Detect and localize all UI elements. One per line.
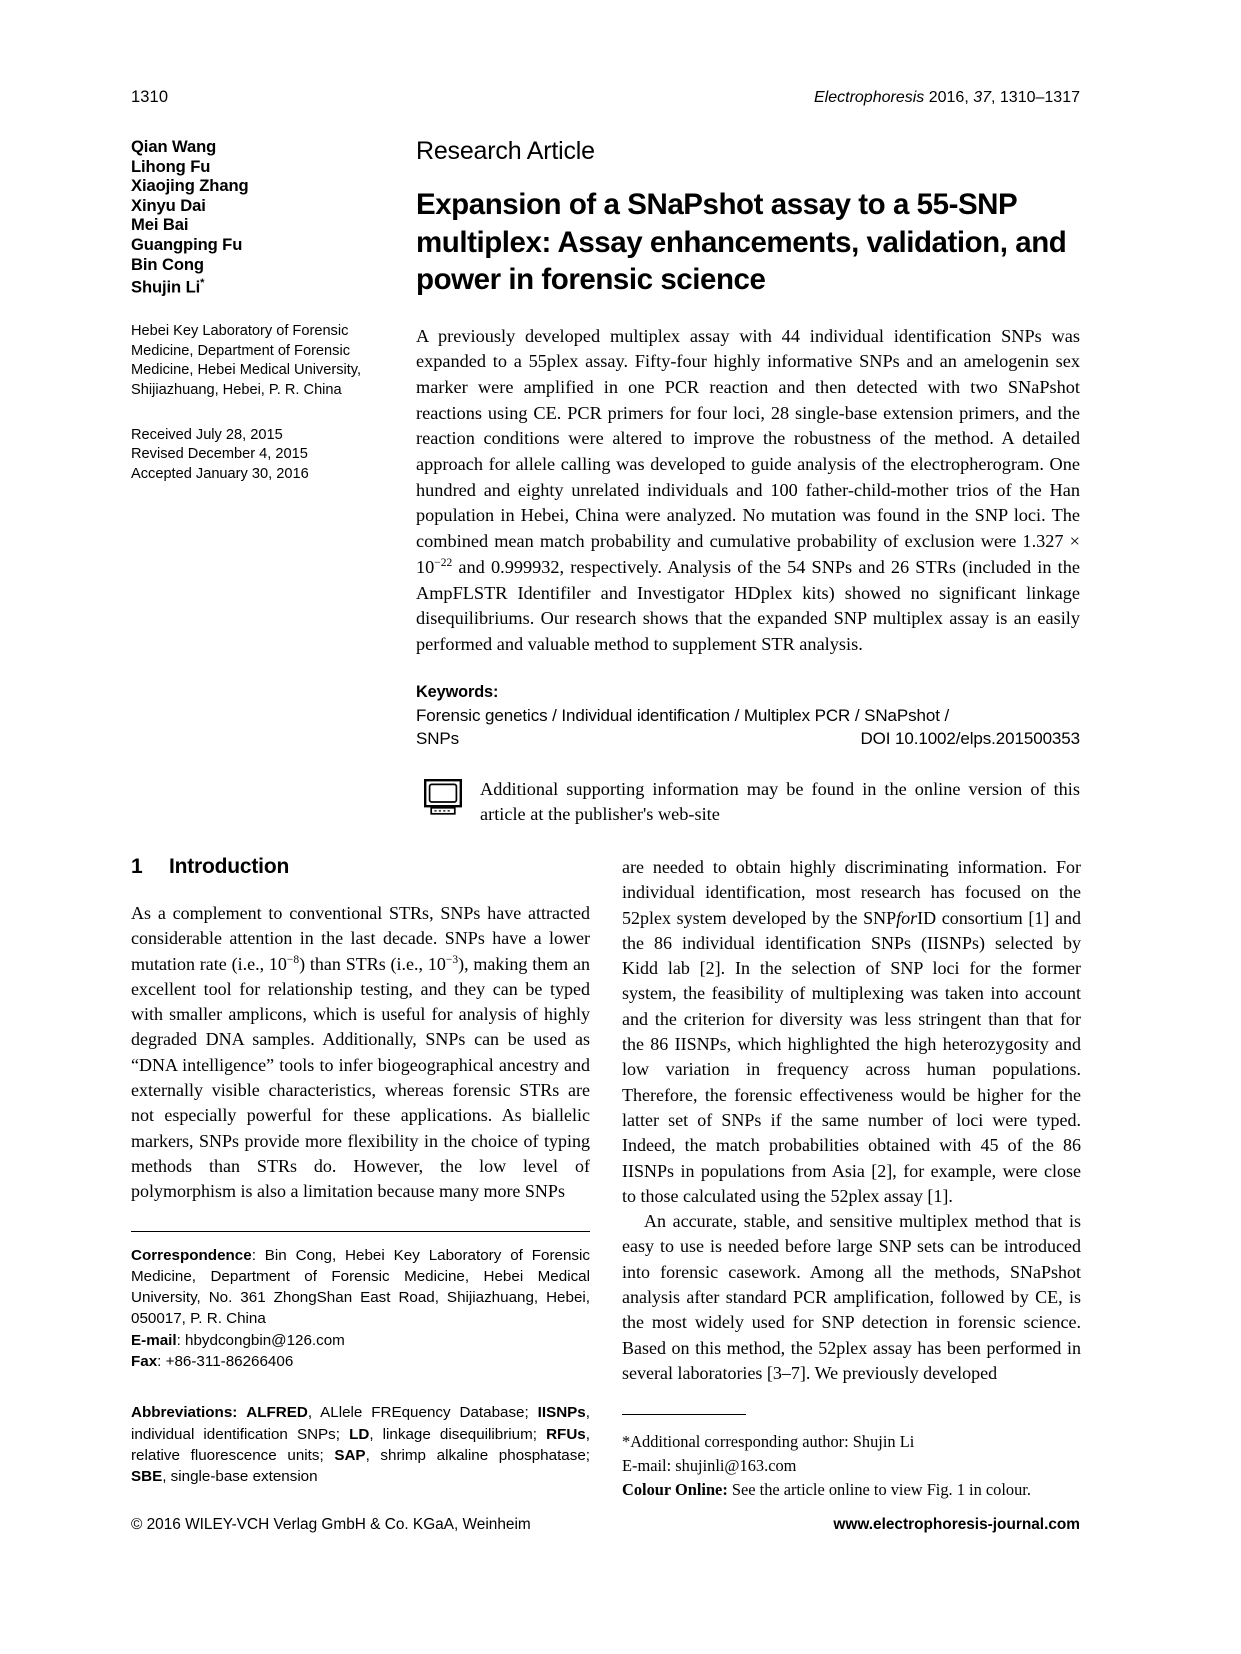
author-name: Xinyu Dai: [131, 195, 206, 215]
abbrev-term-iisnps: IISNPs: [537, 1404, 586, 1422]
abstract-exponent: −22: [434, 556, 453, 569]
article-head-column: [416, 137, 1080, 828]
author-name: Mei Bai: [131, 215, 189, 235]
revised-date: Revised December 4, 2015: [131, 446, 308, 463]
correspondence-email-row: [131, 1330, 590, 1351]
abstract-text-part2: and 0.999932, respectively. Analysis of the 54 SNPs and 26 STRs (included in the AmpFLSTR Identifiler and Investigator HDplex kits) showed no significant linkage disequilibriums. Our research shows that the expanded SNP multiplex assay is an easily performed and valuable method to supplement STR analysis.: [416, 556, 1080, 654]
paragraph-text-b: ID consortium [1] and the 86 individual identification SNPs (IISNPs) selected by Kidd lab [2]. In the selection of SNP loci for the former system, the feasibility of multiplexing was taken into account and the criterion for diversity was less stringent than that for the 86 IISNPs, which highlighted the high heterozygosity and low variation in frequency across human populations. Therefore, the forensic effectiveness would be higher for the latter set of SNPs if the same number of loci were typed. Indeed, the match probabilities obtained with 45 of the 86 IISNPs in populations from Asia [2], for example, were close to those calculated using the 52plex assay [1].: [622, 907, 1081, 1206]
abbrev-def-rfus: , relative fluorescence units;: [131, 1425, 590, 1464]
abbrev-term-ld: LD: [349, 1425, 370, 1443]
exponent-mutation-snp: −8: [286, 953, 300, 966]
journal-citation: [814, 89, 1080, 107]
citation-volume: 37: [973, 89, 992, 106]
fax-value: : +86-311-86266406: [157, 1353, 294, 1371]
paragraph-intro-left: [131, 901, 590, 1205]
colour-online-text: See the article online to view Fig. 1 in colour.: [727, 1480, 1031, 1500]
abbrev-term-alfred: ALFRED: [246, 1404, 308, 1422]
abbrev-def-alfred: , ALlele FREquency Database;: [307, 1404, 538, 1422]
citation-pages: , 1310–1317: [991, 89, 1080, 106]
correspondence-note: [131, 1245, 590, 1330]
section-heading-introduction: [131, 855, 590, 879]
page-footer: [131, 1516, 1080, 1534]
colour-online-label: Colour Online:: [622, 1480, 728, 1500]
citation-year: 2016,: [924, 89, 974, 106]
footnote-divider-right: [622, 1414, 746, 1415]
paragraph-text-c: ), making them an excellent tool for relationship testing, and they can be typed with smaller amplicons, which is useful for analysis of highly degraded DNA samples. Additionally, SNPs can be used as “DNA intelligence” tools to infer biogeographical ancestry and externally visible characteristics, whereas forensic STRs are not especially powerful for these applications. As biallelic markers, SNPs provide more flexibility in the choice of typing methods than STRs do. However, the low level of polymorphism is also a limitation because many more SNPs: [131, 953, 590, 1202]
keywords-doi-row: [416, 727, 1080, 750]
paragraph-text-b: ) than STRs (i.e., 10: [299, 953, 446, 974]
colour-online-note: [622, 1478, 1081, 1502]
affiliation: Hebei Key Laboratory of Forensic Medicine, Department of Forensic Medicine, Hebei Medical University, Shijiazhuang, Hebei, P. R. China: [131, 323, 362, 398]
paragraph-text-a: are needed to obtain highly discriminating information. For individual identification, most research has focused on the 52plex system developed by the SNP: [622, 857, 1081, 928]
section-title: Introduction: [169, 855, 290, 878]
computer-monitor-icon: [424, 779, 462, 820]
keywords-label: Keywords:: [416, 682, 499, 701]
author-name-corresponding: [131, 274, 389, 297]
author-name: Xiaojing Zhang: [131, 176, 249, 196]
running-head: [131, 88, 1080, 107]
accepted-date: Accepted January 30, 2016: [131, 465, 309, 482]
copyright-line: © 2016 WILEY-VCH Verlag GmbH & Co. KGaA, Weinheim: [131, 1516, 531, 1533]
correspondence-text: : Bin Cong, Hebei Key Laboratory of Forensic Medicine, Department of Forensic Medicine, Hebei Medical University, No. 361 ZhongShan East Road, Shijiazhuang, Hebei, 050017, P. R. China: [131, 1246, 590, 1328]
abbrev-def-ld: , linkage disequilibrium;: [369, 1425, 547, 1443]
correspondence-fax-row: [131, 1351, 590, 1372]
author-list: [131, 137, 389, 297]
keywords-line-1: Forensic genetics / Individual identification / Multiplex PCR / SNaPshot /: [416, 705, 950, 725]
article-type-label: Research Article: [416, 137, 595, 165]
abbrev-def-sap: , shrimp alkaline phosphatase;: [365, 1446, 591, 1464]
body-column-left: [131, 855, 590, 1488]
keywords-line-2: SNPs: [416, 728, 460, 748]
author-name: Lihong Fu: [131, 156, 211, 176]
additional-author-email[interactable]: E-mail: shujinli@163.com: [622, 1456, 797, 1476]
paragraph-text-a: As a complement to conventional STRs, SNPs have attracted considerable attention in the last decade. SNPs have a lower mutation rate (i.e., 10: [131, 903, 590, 974]
author-meta-column: [131, 137, 389, 484]
body-column-right: [622, 855, 1081, 1502]
abbrev-def-sbe: , single-base extension: [162, 1468, 318, 1486]
correspondence-label: Correspondence: [131, 1246, 252, 1264]
footnote-divider-left: [131, 1231, 590, 1232]
page-number: 1310: [131, 88, 169, 106]
article-title: Expansion of a SNaPshot assay to a 55-SNP multiplex: Assay enhancements, validation, and power in forensic science: [416, 188, 1067, 296]
received-date: Received July 28, 2015: [131, 426, 283, 443]
abbrev-term-sap: SAP: [334, 1446, 366, 1464]
journal-website[interactable]: www.electrophoresis-journal.com: [833, 1516, 1080, 1533]
abbrev-def-iisnps: , individual identification SNPs;: [131, 1404, 590, 1443]
email-label: E-mail: [131, 1331, 177, 1349]
submission-dates: [131, 426, 389, 484]
paragraph-intro-right-2: An accurate, stable, and sensitive multiplex method that is easy to use is needed before large SNP sets can be introduced into forensic casework. Among all the methods, SNaPshot analysis after standard PCR amplification, followed by CE, is the most widely used for SNP detection in forensic science. Based on this method, the 52plex assay has been performed in several laboratories [3–7]. We previously developed: [622, 1211, 1081, 1383]
paragraph-intro-right-1: [622, 855, 1081, 1209]
fax-label: Fax: [131, 1353, 158, 1371]
author-name-text: Shujin Li: [131, 277, 201, 297]
additional-corresponding-author: *Additional corresponding author: Shujin Li: [622, 1432, 915, 1452]
author-footnote-marker: *: [200, 277, 205, 290]
abbreviations-note: [131, 1402, 590, 1487]
exponent-mutation-str: −3: [445, 953, 459, 966]
journal-name: Electrophoresis: [814, 89, 925, 106]
keywords-block: [416, 683, 1080, 750]
abbreviations-label: Abbreviations:: [131, 1404, 238, 1422]
email-value[interactable]: : hbydcongbin@126.com: [176, 1331, 345, 1349]
italic-for: for: [896, 907, 918, 928]
abstract: [416, 324, 1080, 658]
abbrev-term-rfus: RFUs: [546, 1425, 586, 1443]
abbrev-term-sbe: SBE: [131, 1468, 163, 1486]
supporting-information-text: Additional supporting information may be found in the online version of this article at the publisher's web-site: [480, 778, 1080, 825]
abstract-text-part1: A previously developed multiplex assay with 44 individual identification SNPs was expanded to a 55plex assay. Fifty-four highly informative SNPs and an amelogenin sex marker were amplified in one PCR reaction and then detected with two SNaPshot reactions using CE. PCR primers for four loci, 28 single-base extension primers, and the reaction conditions were altered to improve the robustness of the method. A detailed approach for allele calling was developed to guide analysis of the electropherogram. One hundred and eighty unrelated individuals and 100 father-child-mother trios of the Han population in Hebei, China were analyzed. No mutation was found in the SNP loci. The combined mean match probability and cumulative probability of exclusion were 1.327 × 10: [416, 325, 1080, 577]
doi[interactable]: DOI 10.1002/elps.201500353: [860, 728, 1080, 748]
author-name: Qian Wang: [131, 137, 217, 156]
section-number: 1: [131, 855, 143, 878]
author-name: Guangping Fu: [131, 234, 243, 254]
author-name: Bin Cong: [131, 254, 204, 274]
supporting-information-note: [416, 777, 1080, 828]
